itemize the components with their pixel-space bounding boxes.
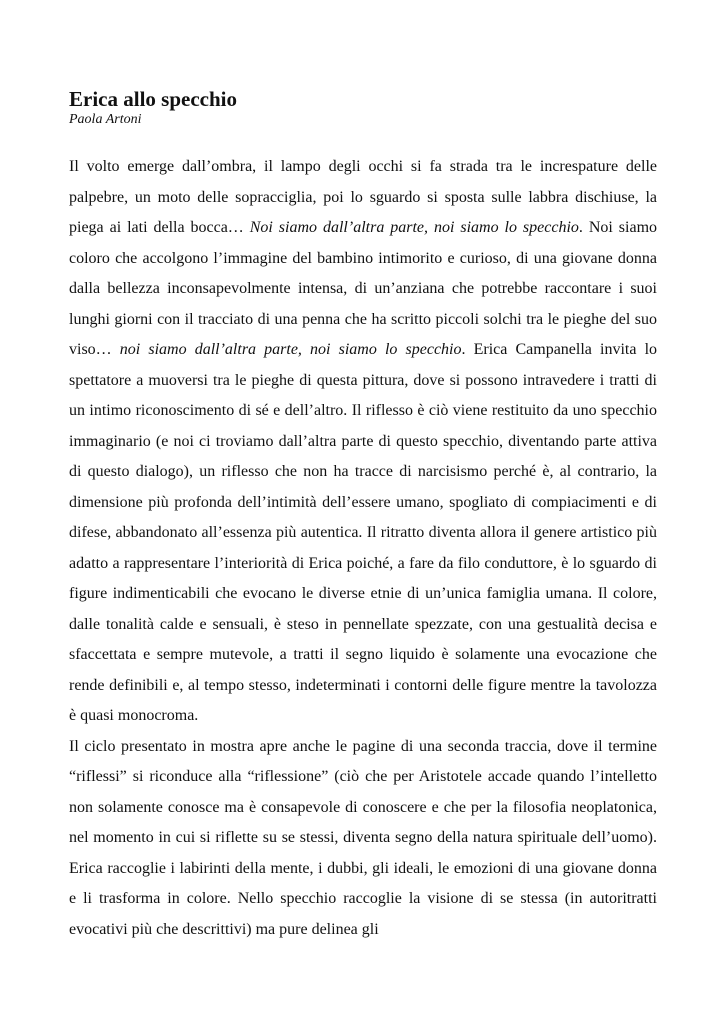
paragraph-1-segment-4-italic: noi siamo dall’altra parte, noi siamo lo specchio <box>119 341 462 358</box>
paragraph-1-segment-1: Il volto emerge dall’ombra, il lampo degli occhi si fa strada tra le increspature delle palpebre, un moto delle sopracciglia, poi lo sguardo si sposta sulle labbra dischiuse, la piega ai lati della bocca… <box>69 158 657 236</box>
document-author: Paola Artoni <box>69 112 142 127</box>
paragraph-2-segment-1: Il ciclo presentato in mostra apre anche le pagine di una seconda traccia, dove il termine “riflessi” si riconduce alla “riflessione” (ciò che per Aristotele accade quando l’intelletto non solamente conosce ma è consapevole di conoscere e che per la filosofia neoplatonica, nel momento in cui si riflette su se stessi, diventa segno della natura spirituale dell’uomo). Erica raccoglie i labirinti della mente, i dubbi, gli ideali, le emozioni di una giovane donna e li trasforma in colore. Nello specchio raccoglie la visione di se stessa (in autoritratti evocativi più che descrittivi) ma pure delinea gli <box>69 737 657 938</box>
paragraph-2 <box>69 732 657 946</box>
document-page <box>69 86 657 945</box>
document-title: Erica allo specchio <box>69 87 237 111</box>
document-body <box>69 152 657 945</box>
paragraph-1-segment-3: . Noi siamo coloro che accolgono l’immagine del bambino intimorito e curioso, di una giovane donna dalla bellezza inconsapevolmente intensa, di un’anziana che potrebbe raccontare i suoi lunghi giorni con il tracciato di una penna che ha scritto piccoli solchi tra le pieghe del suo viso… <box>69 219 658 358</box>
paragraph-1 <box>69 152 657 732</box>
paragraph-1-segment-2-italic: Noi siamo dall’altra parte, noi siamo lo specchio <box>249 219 579 236</box>
paragraph-1-segment-5: . Erica Campanella invita lo spettatore a muoversi tra le pieghe di questa pittura, dove si possono intravedere i tratti di un intimo riconoscimento di sé e dell’altro. Il riflesso è ciò viene restituito da uno specchio immaginario (e noi ci troviamo dall’altra parte di questo specchio, diventando parte attiva di questo dialogo), un riflesso che non ha tracce di narcisismo perché è, al contrario, la dimensione più profonda dell’intimità dell’essere umano, spogliato di compiacimenti e di difese, abbandonato all’essenza più autentica. Il ritratto diventa allora il genere artistico più adatto a rappresentare l’interiorità di Erica poiché, a fare da filo conduttore, è lo sguardo di figure indimenticabili che evocano le diverse etnie di un’unica famiglia umana. Il colore, dalle tonalità calde e sensuali, è steso in pennellate spezzate, con una gestualità decisa e sfaccettata e sempre mutevole, a tratti il segno liquido è solamente una evocazione che rende definibili e, al tempo stesso, indeterminati i contorni delle figure mentre la tavolozza è quasi monocroma. <box>69 341 658 724</box>
